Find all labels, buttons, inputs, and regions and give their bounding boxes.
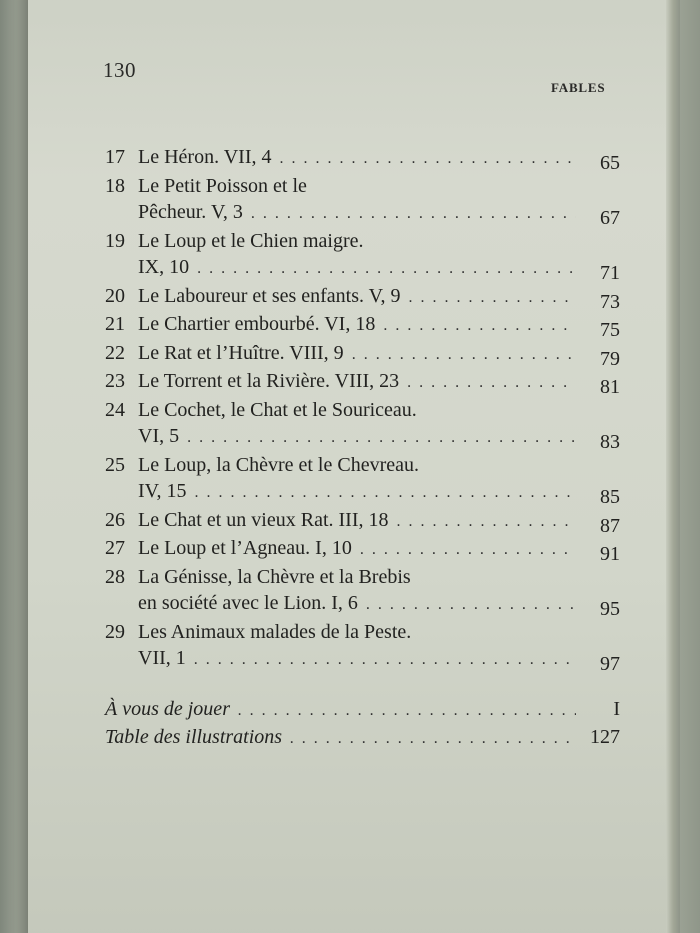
entry-page: 97 <box>600 653 620 675</box>
extra-page: I <box>613 697 620 720</box>
entry-title-continued: IV, 15 <box>138 480 187 502</box>
entry-number: 17 <box>105 146 125 168</box>
dot-leader <box>187 425 576 452</box>
entry-number: 23 <box>105 370 125 392</box>
entry-number: 29 <box>105 620 125 643</box>
dot-leader <box>251 201 576 228</box>
entry-title: Le Chat et un vieux Rat. III, 18 <box>138 508 389 531</box>
toc-entry <box>105 311 620 340</box>
entry-page: 91 <box>600 543 620 565</box>
entry-number: 28 <box>105 565 125 588</box>
toc-entry <box>105 173 620 228</box>
toc-extra-entry <box>105 724 620 753</box>
dot-leader <box>290 726 576 753</box>
entry-page: 65 <box>600 152 620 174</box>
running-head: FABLES <box>551 80 606 95</box>
extra-title: À vous de jouer <box>105 697 230 720</box>
toc-entry <box>105 368 620 397</box>
dot-leader <box>195 480 576 507</box>
entry-title: Le Loup et l’Agneau. I, 10 <box>138 537 352 559</box>
dot-leader <box>407 370 576 397</box>
entry-title: Le Loup et le Chien maigre. <box>138 229 364 252</box>
entry-title: Le Torrent et la Rivière. VIII, 23 <box>138 370 400 392</box>
entry-title: Le Chartier embourbé. VI, 18 <box>138 313 376 335</box>
dot-leader <box>409 285 576 312</box>
entry-page: 85 <box>600 486 620 508</box>
entry-title: La Génisse, la Chèvre et la Brebis <box>138 565 411 588</box>
entry-page: 87 <box>600 514 620 537</box>
entry-number: 19 <box>105 229 125 252</box>
toc-entry <box>105 340 620 369</box>
entry-number: 20 <box>105 284 125 307</box>
dot-leader <box>397 509 577 536</box>
extra-title: Table des illustrations <box>105 726 283 748</box>
toc-entry <box>105 507 620 536</box>
toc-entry <box>105 452 620 507</box>
entry-number: 27 <box>105 537 125 559</box>
entry-number: 21 <box>105 313 125 335</box>
entry-number: 24 <box>105 398 125 421</box>
entry-number: 22 <box>105 341 125 364</box>
dot-leader <box>279 146 576 173</box>
page-edge <box>666 0 680 933</box>
entry-page: 73 <box>600 290 620 313</box>
dot-leader <box>194 647 576 674</box>
toc-extra-entry <box>105 696 620 725</box>
entry-number: 18 <box>105 174 125 197</box>
entry-page: 83 <box>600 431 620 453</box>
entry-number: 26 <box>105 508 125 531</box>
dot-leader <box>383 313 576 340</box>
entry-title-continued: Pêcheur. V, 3 <box>138 201 243 223</box>
entry-title: Le Petit Poisson et le <box>138 174 307 197</box>
toc-entry <box>105 564 620 619</box>
toc-entry <box>105 228 620 283</box>
entry-title: Le Loup, la Chèvre et le Chevreau. <box>138 453 419 476</box>
entry-title-continued: en société avec le Lion. I, 6 <box>138 592 358 614</box>
entry-title-continued: VII, 1 <box>138 647 186 669</box>
entry-title-continued: VI, 5 <box>138 425 180 447</box>
entry-title: Le Laboureur et ses enfants. V, 9 <box>138 284 401 307</box>
entry-title: Le Rat et l’Huître. VIII, 9 <box>138 341 344 364</box>
entry-page: 81 <box>600 376 620 398</box>
entry-title: Les Animaux malades de la Peste. <box>138 620 412 643</box>
toc-entry <box>105 144 620 173</box>
entry-number: 25 <box>105 453 125 476</box>
dot-leader <box>360 537 576 564</box>
toc-entry <box>105 397 620 452</box>
entry-title: Le Héron. VII, 4 <box>138 146 272 168</box>
entry-page: 71 <box>600 262 620 284</box>
toc-entry <box>105 283 620 312</box>
entry-page: 95 <box>600 598 620 620</box>
entry-title: Le Cochet, le Chat et le Souriceau. <box>138 398 417 421</box>
entry-title-continued: IX, 10 <box>138 256 190 278</box>
entry-page: 75 <box>600 319 620 341</box>
dot-leader <box>366 592 576 619</box>
toc-entry <box>105 535 620 564</box>
entry-page: 79 <box>600 347 620 370</box>
dot-leader <box>352 342 576 369</box>
extra-page: 127 <box>590 726 620 748</box>
dot-leader <box>197 256 576 283</box>
entry-page: 67 <box>600 207 620 229</box>
toc-entry <box>105 619 620 674</box>
page-number: 130 <box>103 58 136 82</box>
dot-leader <box>238 698 576 725</box>
table-of-contents <box>105 144 620 753</box>
